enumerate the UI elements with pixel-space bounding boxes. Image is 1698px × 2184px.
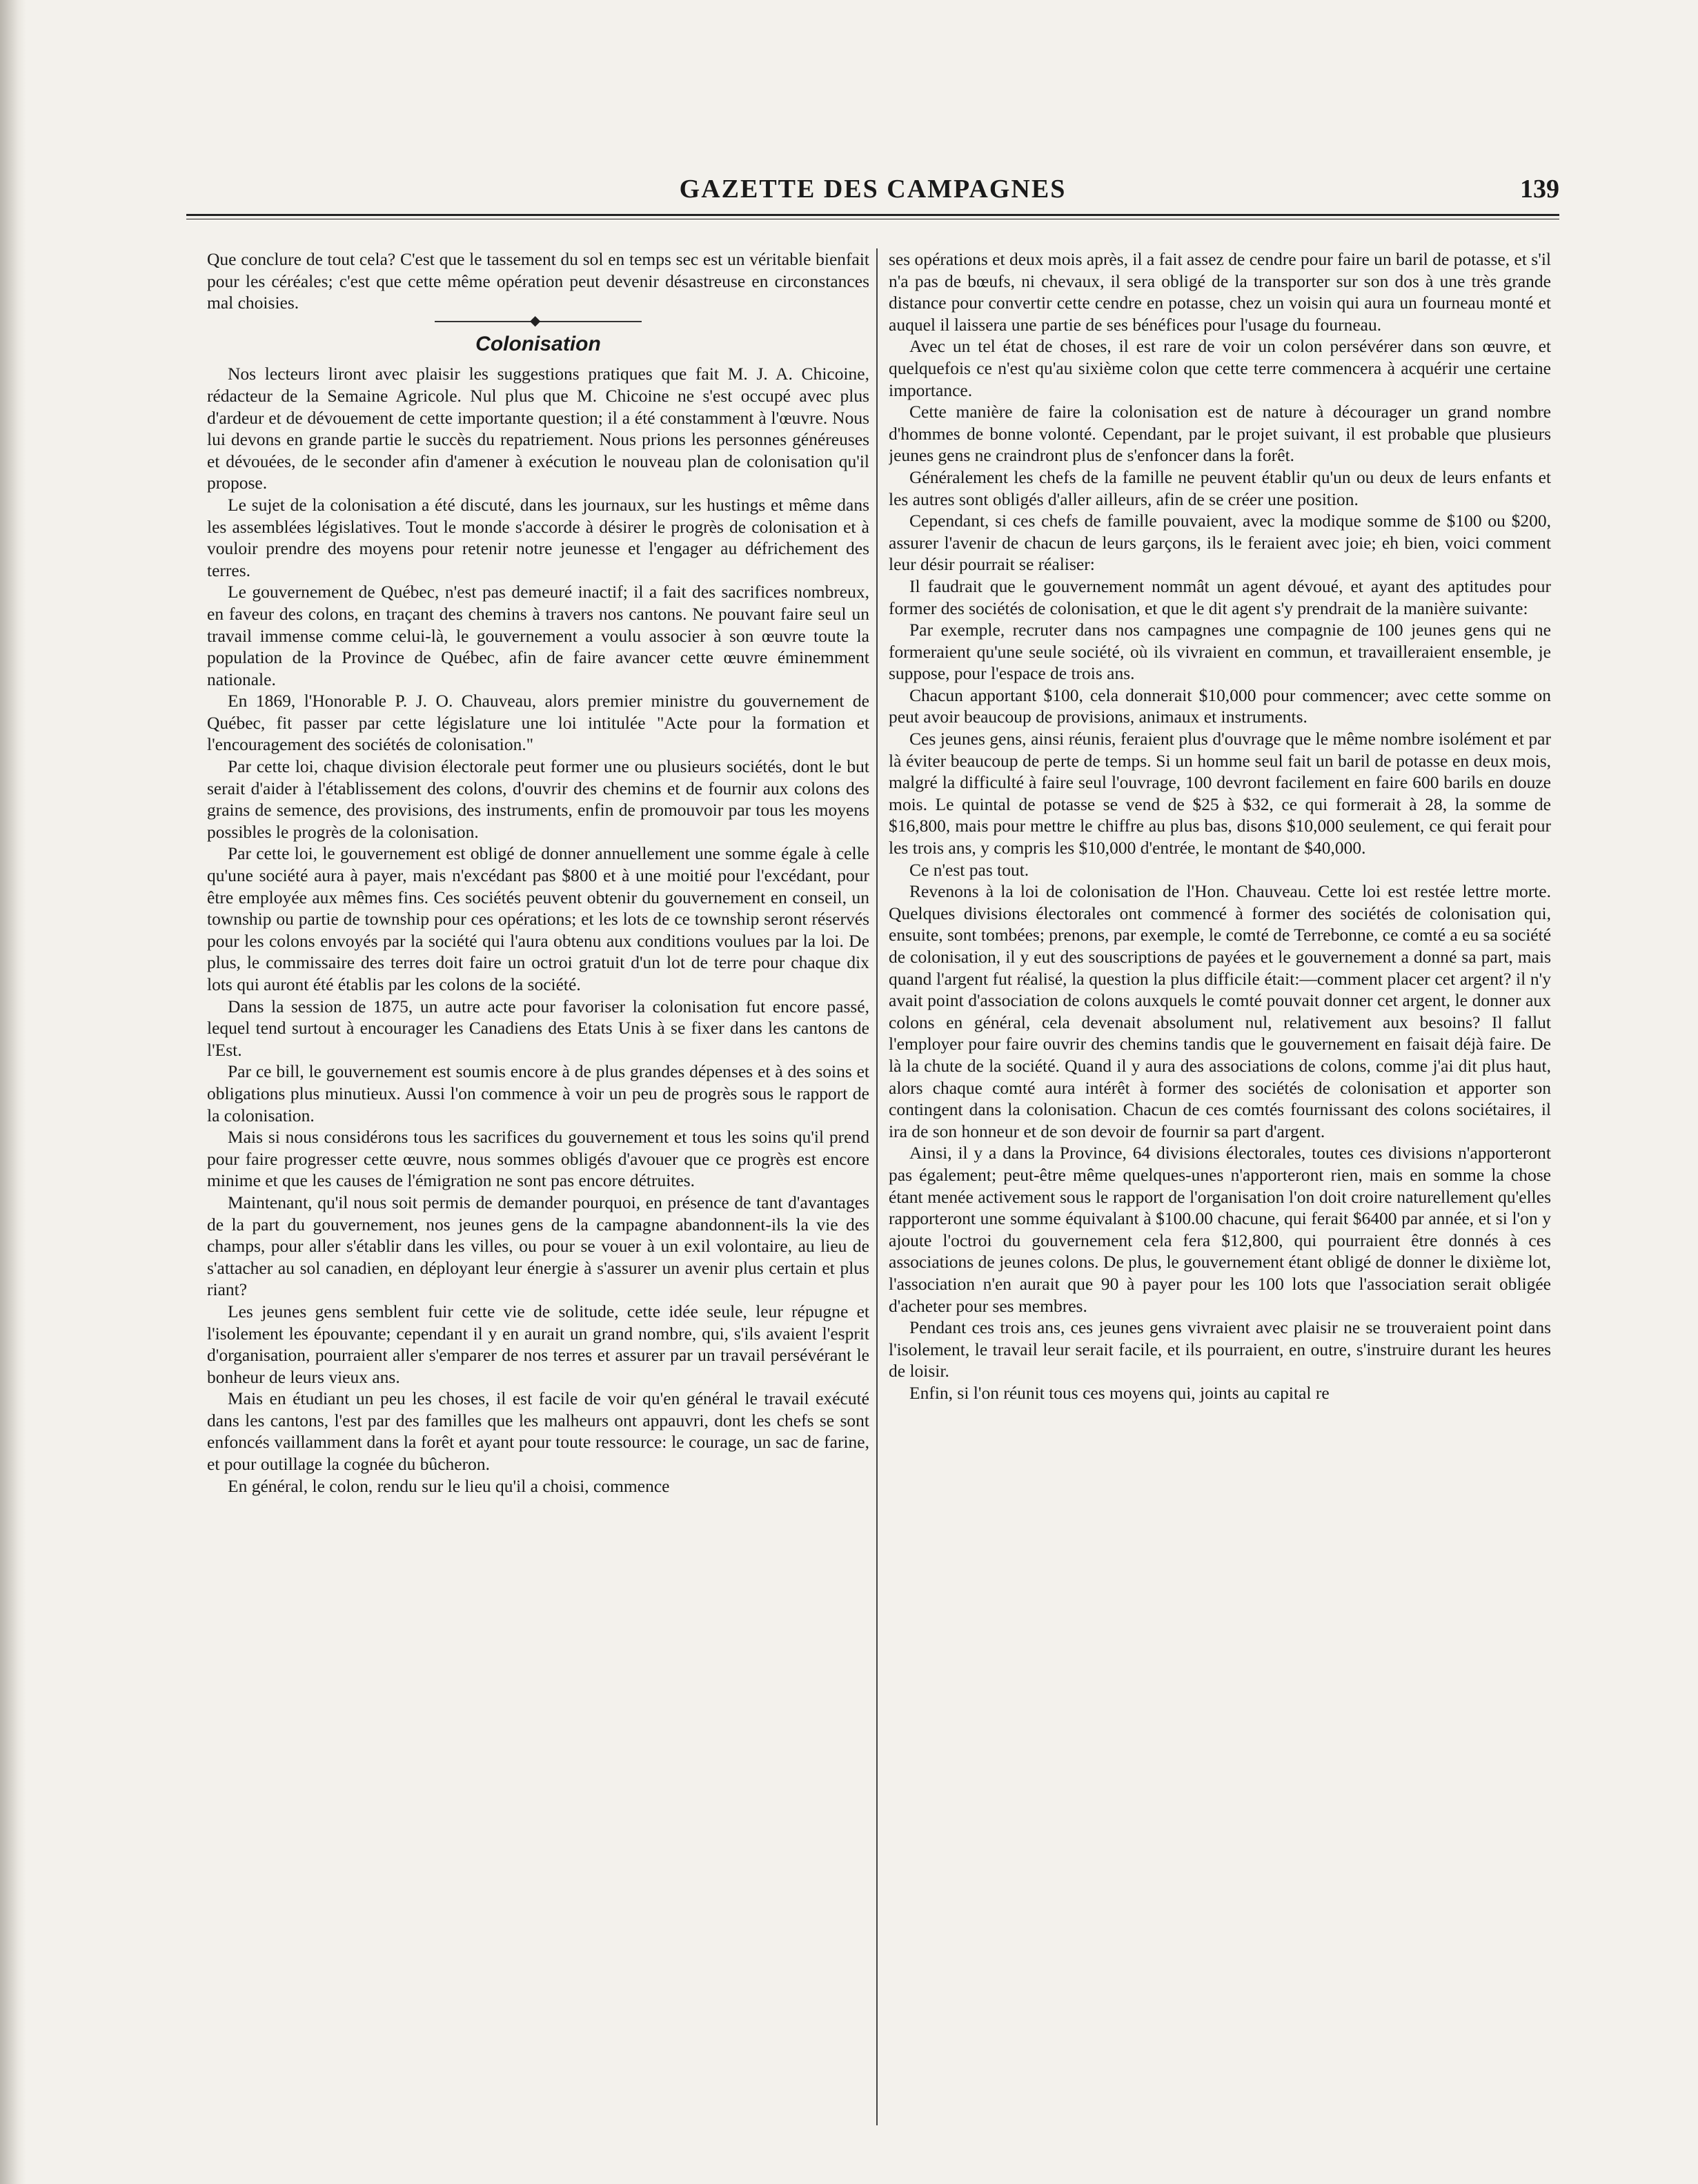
paragraph: Par ce bill, le gouvernement est soumis encore à de plus grandes dépenses et à des soins et obligations plus minutieux. Aussi l'on commence à voir un peu de progrès sous le rapport de la colonisation. [207, 1061, 869, 1125]
paragraph: En général, le colon, rendu sur le lieu qu'il a choisi, commence [228, 1475, 670, 1496]
paragraph: Cette manière de faire la colonisation est de nature à décourager un grand nombre d'hommes de bonne volonté. Cependant, par le projet suivant, il est probable que plusieurs jeunes gens ne craindront plus de s'enfoncer dans la forêt. [889, 402, 1551, 466]
paragraph: Le sujet de la colonisation a été discuté, dans les journaux, sur les hustings et même dans les assemblées législatives. Tout le monde s'accorde à désirer le progrès de colonisation et à vouloir prendre des moyens pour retenir notre jeunesse et l'engager au défrichement des terres. [207, 494, 869, 580]
paragraph: Pendant ces trois ans, ces jeunes gens vivraient avec plaisir ne se trouveraient point dans l'isolement, le travail leur serait facile, et ils pourraient, en outre, s'instruire durant les heures de loisir. [889, 1317, 1551, 1381]
paragraph: Chacun apportant $100, cela donnerait $10,000 pour commencer; avec cette somme on peut avoir beaucoup de provisions, animaux et instruments. [889, 685, 1551, 727]
paragraph: Cependant, si ces chefs de famille pouvaient, avec la modique somme de $100 ou $200, assurer l'avenir de chacun de leurs garçons, ils le feraient avec joie; eh bien, voici comment leur désir pourrait se réaliser: [889, 511, 1551, 575]
paragraph: Mais si nous considérons tous les sacrifices du gouvernement et tous les soins qu'il prend pour faire progresser cette œuvre, nous sommes obligés d'avouer que ce progrès est encore minime et que les causes de l'émigration ne sont pas encore détruites. [207, 1127, 869, 1191]
paragraph: Les jeunes gens semblent fuir cette vie de solitude, cette idée seule, leur répugne et l'isolement les épouvante; cependant il y en aurait un grand nombre, qui, s'ils avaient l'esprit d'organisation, pourraient aller s'emparer de nos terres et assurer par un travail persévérant le bonheur de leurs vieux ans. [207, 1301, 869, 1387]
paragraph: Par cette loi, le gouvernement est obligé de donner annuellement une somme égale à celle qu'une société aura à payer, mais n'excédant pas $800 et à une moitié pour l'excédant, pour être employée aux mêmes fins. Ces sociétés peuvent obtenir du gouvernement en conseil, un township ou partie de township pour ces opérations; et les lots de ce township seront réservés pour les colons envoyés par la société qui l'aura obtenu aux conditions voulues par la loi. De plus, le commissaire des terres doit faire un octroi gratuit d'un lot de terre pour chaque dix lots qui auront été établis par les colons de la société. [207, 843, 869, 994]
paragraph: Ces jeunes gens, ainsi réunis, feraient plus d'ouvrage que le même nombre isolément et par là éviter beaucoup de perte de temps. Si un homme seul fait un baril de potasse en deux mois, malgré la difficulté à faire seul l'ouvrage, 100 devront facilement en faire 600 barils en douze mois. Le quintal de potasse se vend de $25 à $32, ce qui formerait à 28, la somme de $16,800, mais pour mettre le chiffre au plus bas, disons $10,000 seulement, ce qui ferait pour les trois ans, y compris les $10,000 d'entrée, le montant de $40,000. [889, 729, 1551, 858]
paragraph: En 1869, l'Honorable P. J. O. Chauveau, alors premier ministre du gouvernement de Québec, fit passer par cette législature une loi intitulée "Acte pour la formation et l'encouragement des sociétés de colonisation." [207, 691, 869, 755]
column-divider [876, 248, 878, 2125]
paragraph: Le gouvernement de Québec, n'est pas demeuré inactif; il a fait des sacrifices nombreux, en faveur des colons, en traçant des chemins à travers nos cantons. Ne pouvant faire seul un travail immense comme celui-là, le gouvernement a voulu associer à son œuvre toute la population de la Province de Québec, afin de faire avancer cette œuvre éminemment nationale. [207, 582, 869, 689]
paragraph: Maintenant, qu'il nous soit permis de demander pourquoi, en présence de tant d'avantages de la part du gouvernement, nos jeunes gens de la campagne abandonnent-ils la vie des champs, pour aller s'établir dans les villes, ou pour se vouer à un exil volontaire, au lieu de s'attacher au sol canadien, en déployant leur énergie à s'assurer un avenir plus certain et plus riant? [207, 1192, 869, 1300]
paragraph: Enfin, si l'on réunit tous ces moyens qui, joints au capital re [909, 1382, 1330, 1403]
intro-paragraph: Que conclure de tout cela? C'est que le tassement du sol en temps sec est un véritable bienfait pour les céréales; c'est que cette même opération peut devenir désastreuse en circonstances mal choisies. [207, 249, 869, 313]
paragraph: Ainsi, il y a dans la Province, 64 divisions électorales, toutes ces divisions n'apporteront pas également; peut-être même quelques-unes n'apporteront rien, mais en somme la chose étant menée activement sous le rapport de l'organisation l'on doit croire naturellement qu'elles rapporteront une somme équivalant à $100.00 chacune, qui ferait $6400 par année, et si l'on y ajoute l'octroi du gouvernement cela fera $12,800, qui pourraient être donnés à ces associations de jeunes colons. De plus, le gouvernement étant obligé de donner le dixième lot, l'association n'en aurait que 90 à payer pour les 100 lots que l'association serait obligée d'acheter pour ses membres. [889, 1143, 1551, 1316]
paragraph: ses opérations et deux mois après, il a fait assez de cendre pour faire un baril de potasse, et s'il n'a pas de bœufs, ni chevaux, il sera obligé de la transporter sur son dos à une très grande distance pour convertir cette cendre en potasse, chez un voisin qui aura un fourneau monté et auquel il laissera une partie de ses bénéfices pour l'usage du fourneau. [889, 249, 1551, 335]
paragraph: Revenons à la loi de colonisation de l'Hon. Chauveau. Cette loi est restée lettre morte. Quelques divisions électorales ont commencé à former des sociétés de colonisation qui, ensuite, sont tombées; prenons, par exemple, le comté de Terrebonne, ce comté a eu sa société de colonisation, il y eut des souscriptions de payées et le gouvernement a donné sa part, mais quand l'argent fut réalisé, la question la plus difficile était:—comment placer cet argent? il n'y avait point d'association de colons auxquels le comté pouvait donner cet argent, le donner aux colons en général, cela devenait absolument nul, relativement aux besoins? Il fallut l'employer pour faire ouvrir des chemins tandis que le gouvernement en faisait déjà faire. De là la chute de la société. Quand il y aura des associations de colons, comme j'ai dit plus haut, alors chaque comté aura intérêt à former des sociétés de colonisation et apporter son contingent dans la colonisation. Chacun de ces comtés fournissant des colons sociétaires, il ira de son honneur et de son devoir de fournir sa part d'argent. [889, 881, 1551, 1141]
paragraph: Ce n'est pas tout. [909, 859, 1029, 880]
page-number: 139 [1520, 175, 1559, 204]
left-column [207, 248, 869, 2125]
paragraph: Mais en étudiant un peu les choses, il est facile de voir qu'en général le travail exécuté dans les cantons, l'est par des familles que les malheurs ont appauvri, dont les chefs se sont enfoncés vaillamment dans la forêt et ayant pour toute ressource: le courage, un sac de farine, et pour outillage la cognée du bûcheron. [207, 1388, 869, 1475]
publication-title: GAZETTE DES CAMPAGNES [679, 175, 1067, 204]
paragraph: Généralement les chefs de la famille ne peuvent établir qu'un ou deux de leurs enfants et les autres sont obligés d'aller ailleurs, afin de se créer une position. [889, 466, 1551, 509]
paragraph: Il faudrait que le gouvernement nommât un agent dévoué, et ayant des aptitudes pour former des sociétés de colonisation, et que le dit agent s'y prendrait de la manière suivante: [889, 575, 1551, 618]
paragraph: Nos lecteurs liront avec plaisir les suggestions pratiques que fait M. J. A. Chicoine, rédacteur de la Semaine Agricole. Nul plus que M. Chicoine ne s'est occupé avec plus d'ardeur et de dévouement de cette importante question; il a été constamment à l'œuvre. Nous lui devons en grande partie le succès du repatriement. Nous prions les personnes généreuses et dévouées, de le seconder afin d'amener à exécution le nouveau plan de colonisation qu'il propose. [207, 364, 869, 493]
paragraph: Par exemple, recruter dans nos campagnes une compagnie de 100 jeunes gens qui ne formeraient qu'une seule société, où ils vivraient en commun, et travailleraient ensemble, je suppose, pour l'espace de trois ans. [889, 620, 1551, 684]
paragraph: Dans la session de 1875, un autre acte pour favoriser la colonisation fut encore passé, lequel tend surtout à encourager les Canadiens des Etats Unis à se fixer dans les cantons de l'Est. [207, 996, 869, 1060]
section-divider-ornament [435, 321, 642, 322]
page-binding-edge [0, 0, 26, 2184]
paragraph: Par cette loi, chaque division électorale peut former une ou plusieurs sociétés, dont le but serait d'aider à l'établissement des colons, d'ouvrir des chemins et de fournir aux colons des grains de semence, des provisions, des instruments, enfin de promouvoir par tous les moyens possibles le progrès de la colonisation. [207, 756, 869, 842]
right-column [889, 248, 1551, 2125]
header-rule [186, 214, 1559, 219]
paragraph: Avec un tel état de choses, il est rare de voir un colon persévérer dans son œuvre, et quelquefois ce n'est qu'au sixième colon que cette terre commencera à acquérir une certaine importance. [889, 336, 1551, 400]
section-title: Colonisation [475, 332, 601, 355]
page-header [186, 174, 1559, 207]
